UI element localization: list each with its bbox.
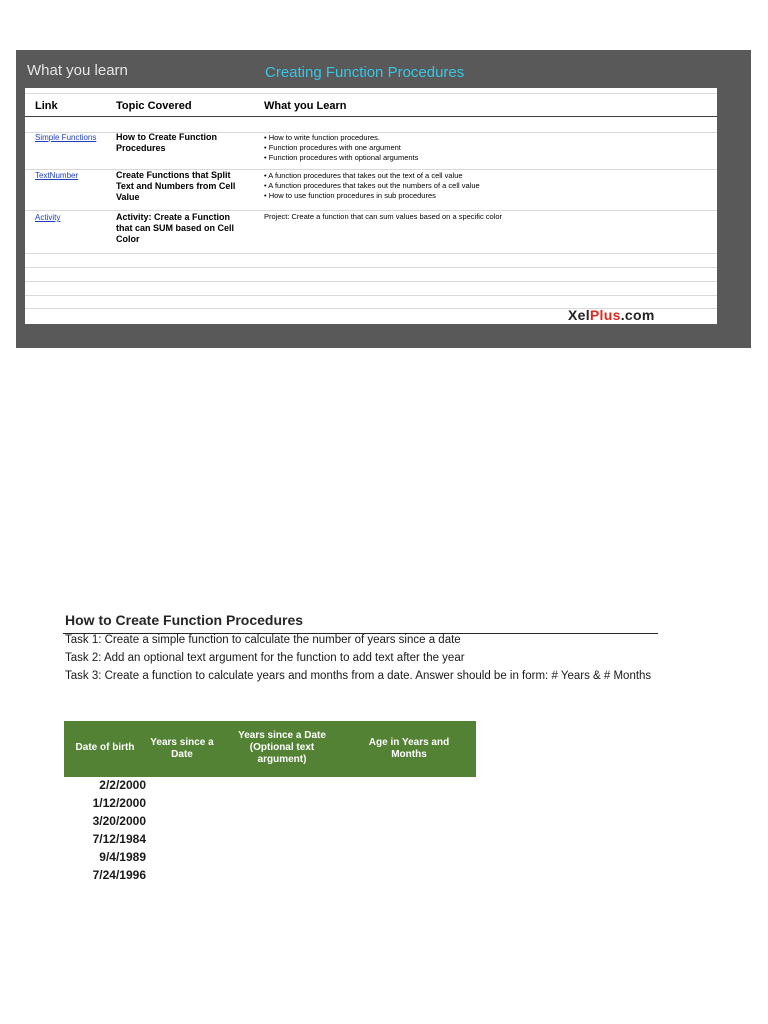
col-age-years-months: Age in Years and Months [368, 737, 450, 760]
header-learn: What you Learn [264, 100, 347, 112]
row-divider [25, 267, 717, 268]
header-topic: Topic Covered [116, 100, 192, 112]
section-title: How to Create Function Procedures [65, 612, 304, 628]
learn-cell [264, 171, 564, 201]
panel-right-title: Creating Function Procedures [265, 64, 465, 81]
xelplus-logo [568, 307, 655, 323]
learn-item: Project: Create a function that can sum values based on a specific color [264, 212, 503, 221]
date-cell[interactable]: 9/4/1989 [99, 850, 146, 864]
learn-cell [264, 133, 564, 163]
header-rule [25, 116, 717, 117]
overview-panel [16, 50, 751, 348]
date-cell[interactable]: 3/20/2000 [92, 814, 146, 828]
topic-cell: How to Create Function Procedures [116, 132, 217, 153]
link-textnumber[interactable]: TextNumber [35, 171, 79, 180]
learn-item: • Function procedures with one argument [264, 143, 401, 152]
task-3: Task 3: Create a function to calculate years and months from a date. Answer should be in form: # Years & # Months [65, 670, 652, 682]
date-cell[interactable]: 1/12/2000 [92, 796, 146, 810]
date-cell[interactable]: 2/2/2000 [99, 778, 146, 792]
row-divider [25, 93, 717, 94]
row-divider [25, 253, 717, 254]
learn-item: • How to use function procedures in sub procedures [264, 191, 436, 200]
row-divider [25, 295, 717, 296]
overview-sheet [25, 88, 717, 324]
row-divider [25, 210, 717, 211]
date-cell[interactable]: 7/12/1984 [92, 832, 146, 846]
link-simple-functions[interactable]: Simple Functions [35, 133, 97, 142]
learn-cell [264, 212, 564, 222]
brand-domain: .com [620, 307, 655, 323]
learn-item: • A function procedures that takes out the text of a cell value [264, 171, 463, 180]
header-link: Link [35, 100, 58, 112]
learn-item: • Function procedures with optional arguments [264, 153, 419, 162]
topic-cell: Create Functions that Split Text and Numbers from Cell Value [116, 170, 236, 202]
link-activity[interactable]: Activity [35, 213, 61, 222]
col-years-since: Years since a Date [150, 737, 214, 760]
learn-item: • A function procedures that takes out the numbers of a cell value [264, 181, 480, 190]
row-divider [25, 281, 717, 282]
brand-text: Xel [568, 307, 590, 323]
table-header [64, 721, 476, 777]
task-2: Task 2: Add an optional text argument for the function to add text after the year [65, 652, 465, 664]
panel-left-title: What you learn [27, 62, 128, 79]
date-cell[interactable]: 7/24/1996 [92, 868, 146, 882]
task-1: Task 1: Create a simple function to calculate the number of years since a date [65, 634, 461, 646]
col-years-since-optional: Years since a Date (Optional text argument) [238, 730, 326, 765]
learn-item: • How to write function procedures. [264, 133, 381, 142]
brand-plus: Plus [589, 307, 621, 323]
topic-cell: Activity: Create a Function that can SUM based on Cell Color [116, 212, 235, 244]
col-date-of-birth: Date of birth [75, 742, 135, 753]
